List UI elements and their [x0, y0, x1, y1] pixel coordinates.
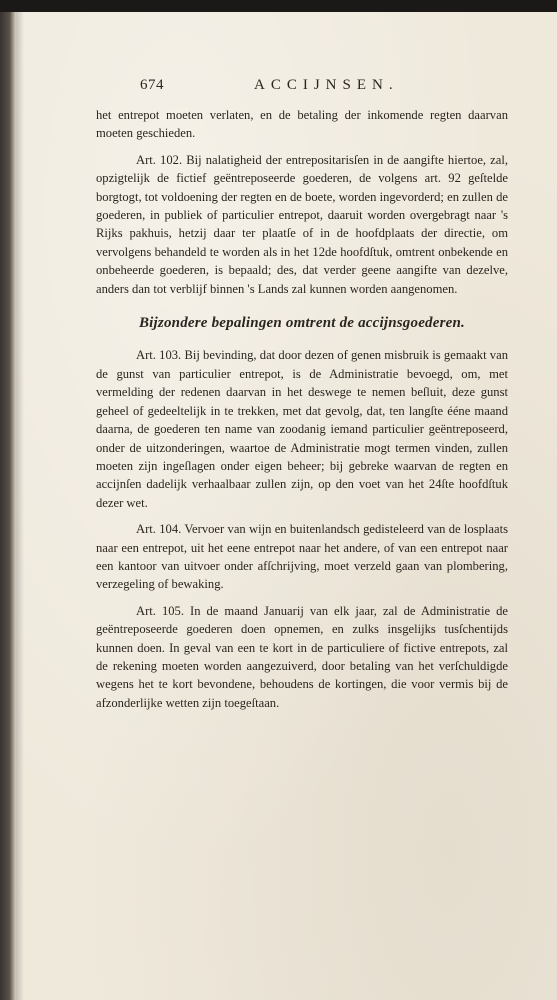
- article-text: Vervoer van wijn en buitenlandsch gedisteleerd van de losplaats naar een entrepot, uit het eene entrepot naar het andere, of van een entrepot naar een kantoor van uitvoer onder afſchrijving, moet verzeld gaan van plombering, verzegeling of bewaking.: [96, 522, 509, 592]
- paragraph-text: het entrepot moeten verlaten, en de betaling der inkomende regten daarvan moeten geschieden.: [96, 108, 508, 141]
- article-label: Art. 104.: [136, 522, 182, 537]
- article-text: Bij bevinding, dat door dezen of genen misbruik is gemaakt van de gunst van particulier entrepot, is de Administratie bevoegd, om, met vermelding der redenen daarvan in het deswege te nemen beſluit, deze gunst geheel of gedeeltelijk in te trekken, met dat gevolg, dat, ten langſte ééne maand daarna, de goederen ten name van zoodanig iemand particulier geëntreposeerd, onder de uitzonderingen, waartoe de Administratie mogt termen vinden, zullen moeten zijn ingeſlagen onder eigen beheer; bij gebreke waarvan de regten en accijnſen dadelijk verhaalbaar zullen zijn, op den voet van het 24ſte hoofdſtuk dezer wet.: [96, 348, 508, 510]
- article-label: Art. 103.: [136, 348, 182, 363]
- article-103: [96, 346, 508, 512]
- page-shadow: [16, 12, 24, 1000]
- page-number: 674: [140, 77, 164, 93]
- article-104: [96, 520, 508, 594]
- article-text: Bij nalatigheid der entrepositarisſen in de aangifte hiertoe, zal, opzigtelijk de fictief geëntreposeerde goederen, de volgens art. 92 geſtelde borgtogt, tot voldoening der regten en de boete, worden ingevorderd; en zullen de goederen, in publiek of particulier entrepot, daaruit worden overgebragt naar 's Rijks pakhuis, hetzij daar ter plaatſe of in de hoofdplaats der directie, om vervolgens behandeld te worden als in het 12de hoofdſtuk, omtrent onbekende en onbeheerde goederen, is bepaald; des, dat verder geene aangifte van dezelve, anders dan tot verblijf binnen 's Lands zal kunnen worden aangenomen.: [96, 152, 508, 296]
- article-text: In de maand Januarij van elk jaar, zal de Administratie de geëntreposeerde goederen doen opnemen, en zulks insgelijks tusſchentijds kunnen doen. In geval van een te kort in de particuliere of fictive entrepots, zal de rekening moeten worden aangezuiverd, door betaling van het verſchuldigde wegens het te kort bevondene, behoudens de kortingen, die voor vermis bij de afzonderlijke wetten zijn toegeſtaan.: [96, 603, 508, 710]
- scan-frame-top: [0, 0, 557, 12]
- article-label: Art. 105.: [136, 603, 184, 618]
- page-header: [96, 76, 508, 98]
- article-label: Art. 102.: [136, 152, 183, 167]
- page-content: [96, 76, 508, 712]
- article-105: [96, 602, 508, 712]
- article-102: [96, 151, 508, 298]
- paragraph-continuation: [96, 106, 508, 143]
- section-heading: Bijzondere bepalingen omtrent de accijnsgoederen.: [138, 315, 466, 332]
- book-gutter: [0, 12, 16, 1000]
- running-title: ACCIJNSEN.: [254, 77, 399, 93]
